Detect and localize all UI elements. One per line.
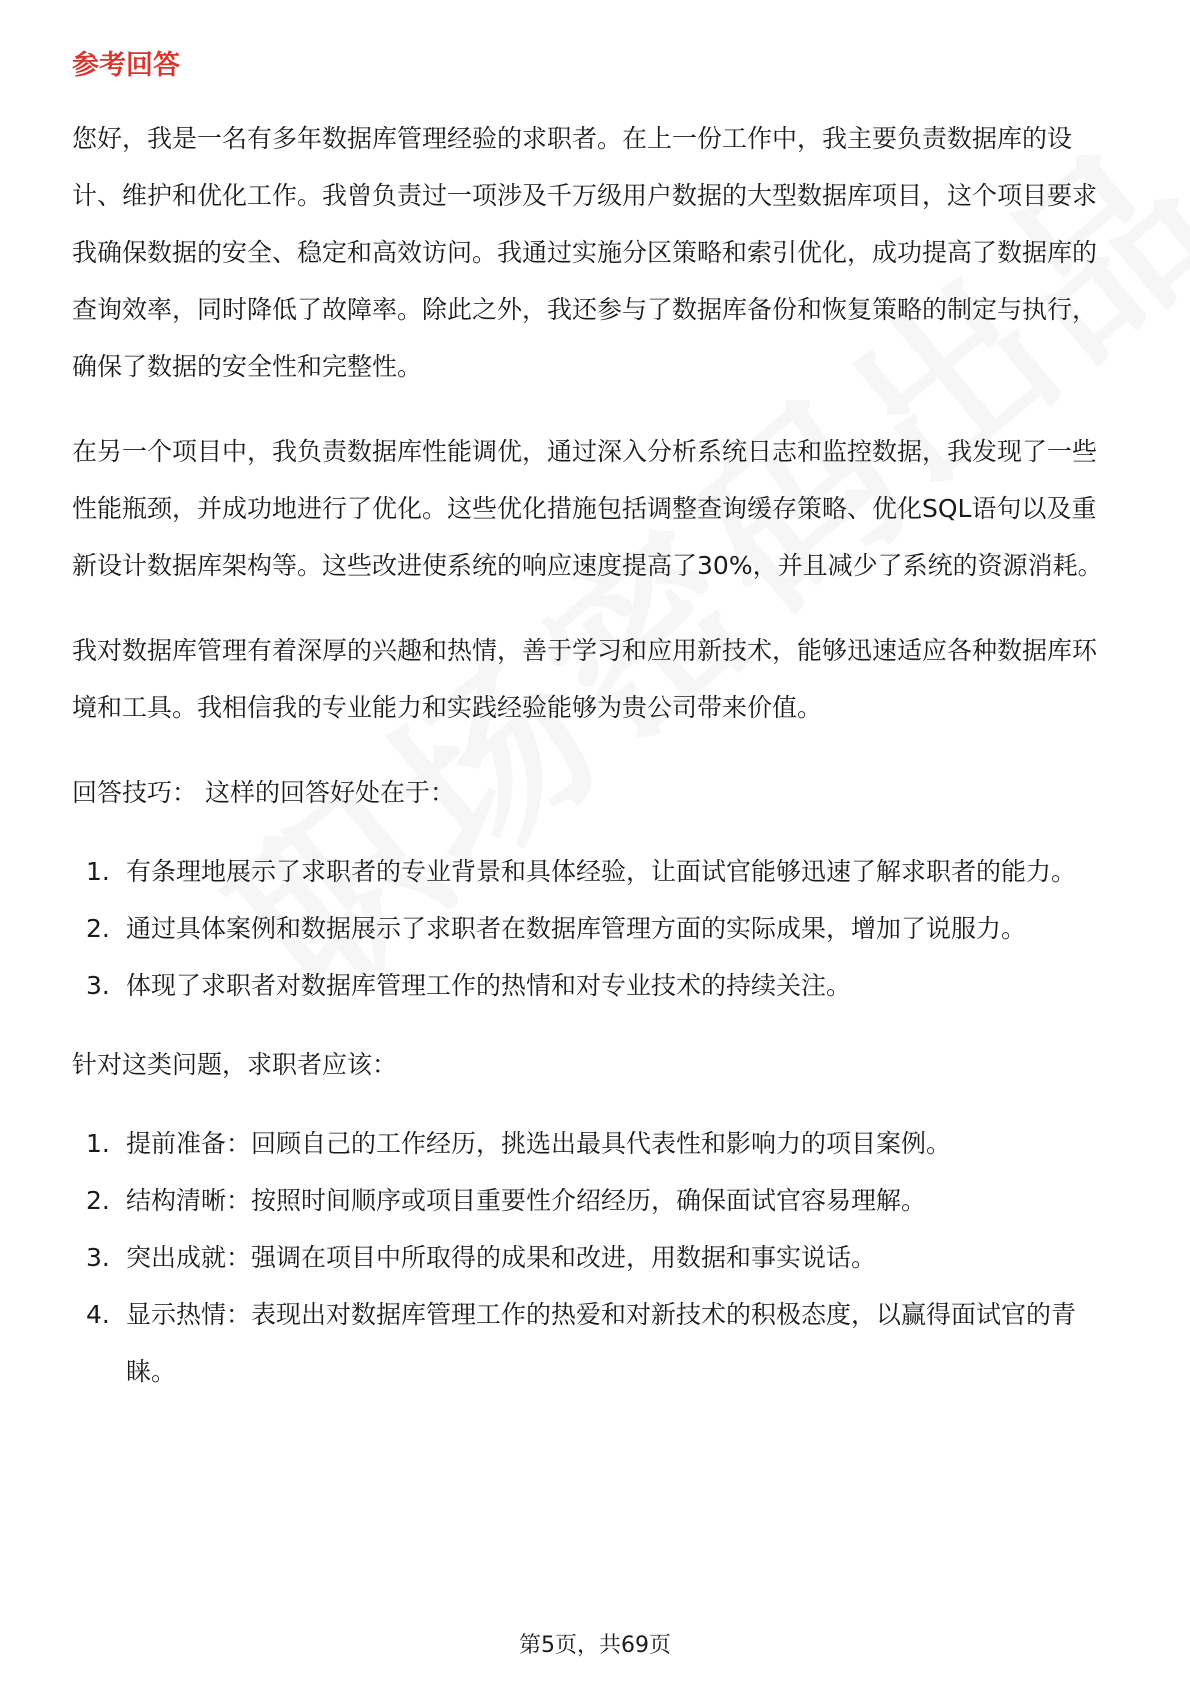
list-number: 1. xyxy=(86,1129,110,1158)
page-number: 第5页，共69页 xyxy=(519,1633,671,1658)
list-number: 1. xyxy=(86,857,110,886)
advice-list-item xyxy=(72,1229,1118,1286)
list-number: 2. xyxy=(86,914,110,943)
page-content xyxy=(72,46,1118,1422)
advice-list xyxy=(72,1115,1118,1400)
advice-intro: 针对这类问题，求职者应该： xyxy=(72,1050,398,1079)
list-number: 4. xyxy=(86,1300,110,1329)
list-item-text: 突出成就：强调在项目中所取得的成果和改进，用数据和事实说话。 xyxy=(126,1243,877,1272)
list-number: 3. xyxy=(86,971,110,1000)
list-item-text: 结构清晰：按照时间顺序或项目重要性介绍经历，确保面试官容易理解。 xyxy=(126,1186,927,1215)
advice-list-item xyxy=(72,1172,1118,1229)
tips-list xyxy=(72,843,1118,1014)
list-item-text: 通过具体案例和数据展示了求职者在数据库管理方面的实际成果，增加了说服力。 xyxy=(126,914,1027,943)
list-number: 3. xyxy=(86,1243,110,1272)
answer-paragraph-1: 您好，我是一名有多年数据库管理经验的求职者。在上一份工作中，我主要负责数据库的设计、维护和优化工作。我曾负责过一项涉及千万级用户数据的大型数据库项目，这个项目要求我确保数据的安全、稳定和高效访问。我通过实施分区策略和索引优化，成功提高了数据库的查询效率，同时降低了故障率。除此之外，我还参与了数据库备份和恢复策略的制定与执行，确保了数据的安全性和完整性。 xyxy=(72,124,1098,381)
list-item-text: 有条理地展示了求职者的专业背景和具体经验，让面试官能够迅速了解求职者的能力。 xyxy=(126,857,1077,886)
advice-list-item xyxy=(72,1286,1118,1400)
answer-paragraph-2: 在另一个项目中，我负责数据库性能调优，通过深入分析系统日志和监控数据，我发现了一些性能瓶颈，并成功地进行了优化。这些优化措施包括调整查询缓存策略、优化SQL语句以及重新设计数据库架构等。这些改进使系统的响应速度提高了30%，并且减少了系统的资源消耗。 xyxy=(72,437,1103,580)
section-title: 参考回答 xyxy=(72,50,180,81)
tips-intro: 回答技巧： 这样的回答好处在于： xyxy=(72,778,455,807)
advice-list-item xyxy=(72,1115,1118,1172)
answer-paragraph-3: 我对数据库管理有着深厚的兴趣和热情，善于学习和应用新技术，能够迅速适应各种数据库环境和工具。我相信我的专业能力和实践经验能够为贵公司带来价值。 xyxy=(72,636,1098,722)
tips-list-item xyxy=(72,900,1118,957)
list-item-text: 显示热情：表现出对数据库管理工作的热爱和对新技术的积极态度，以赢得面试官的青睐。 xyxy=(126,1300,1077,1386)
list-item-text: 体现了求职者对数据库管理工作的热情和对专业技术的持续关注。 xyxy=(126,971,852,1000)
tips-list-item xyxy=(72,843,1118,900)
tips-list-item xyxy=(72,957,1118,1014)
list-item-text: 提前准备：回顾自己的工作经历，挑选出最具代表性和影响力的项目案例。 xyxy=(126,1129,952,1158)
list-number: 2. xyxy=(86,1186,110,1215)
